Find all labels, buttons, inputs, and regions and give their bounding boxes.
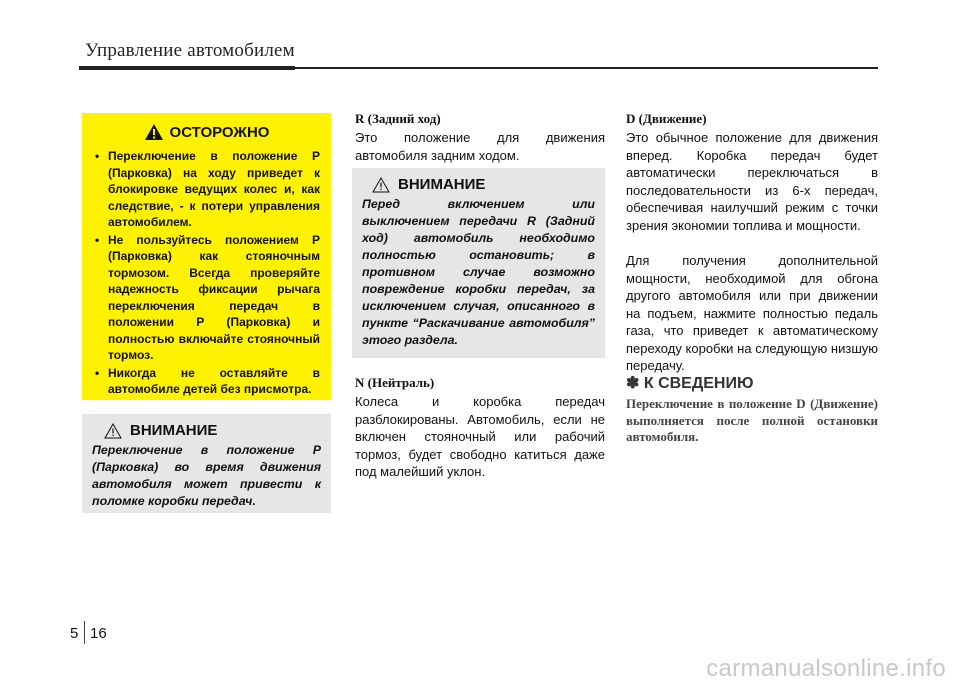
- note-text: Переключение в положение D (Движение) выполняется после полной остановки автомобиля.: [626, 396, 878, 444]
- drive-text-extra: Для получения дополнительной мощности, необходимой для обгона другого автомобиля или при движении на подъем, нажмите полностью педаль газа, что приведет к автоматическому переходу коробки на следующую низшую передачу.: [626, 253, 878, 373]
- warning-triangle-filled-icon: [144, 123, 164, 141]
- drive-text: Это обычное положение для движения вперед. Коробка передач будет автоматически переключаться в последовательности из 6-х передач, обеспечивая наилучший режим с точки зрения экономии топлива и мощности.: [626, 130, 878, 233]
- caution-title: ВНИМАНИЕ: [398, 176, 486, 193]
- caution-title: ВНИМАНИЕ: [130, 422, 218, 439]
- caution-title-row: [104, 422, 321, 439]
- danger-item: • Переключение в положение Р (Парковка) на ходу приведет к блокировке ведущих колес и, как следствие, - к потери управления автомобилем.: [93, 148, 320, 231]
- warning-triangle-outline-icon: [372, 177, 390, 193]
- danger-box: [82, 113, 331, 400]
- header-rule: [79, 66, 295, 70]
- note-heading: ✽ К СВЕДЕНИЮ: [626, 375, 754, 392]
- page-header-title: Управление автомобилем: [85, 40, 295, 61]
- reverse-heading: R (Задний ход): [355, 111, 441, 126]
- drive-heading: D (Движение): [626, 111, 707, 126]
- neutral-text: Колеса и коробка передач разблокированы. Автомобиль, если не включен стояночный или рабочий тормоз, будет свободно катиться даже под малейший уклон.: [355, 394, 605, 479]
- warning-triangle-outline-icon: [104, 423, 122, 439]
- page-number: 16: [90, 625, 107, 642]
- danger-list: [93, 148, 320, 398]
- danger-item: • Не пользуйтесь положением Р (Парковка) как стояночным тормозом. Всегда проверяйте надежность фиксации рычага переключения передач в положении Р (Парковка) и полностью включайте стояночный тормоз.: [93, 232, 320, 364]
- caution-text: Перед включением или выключением передачи R (Задний ход) автомобиль необходимо полностью остановить; в противном случае возможно повреждение коробки передач, за исключением случая, описанного в пункте “Раскачивание автомобиля” этого раздела.: [362, 197, 595, 347]
- header-rule: [295, 67, 878, 69]
- watermark-text: carmanualsonline.info: [706, 655, 946, 682]
- caution-text: Переключение в положение Р (Парковка) во время движения автомобиля может привести к поломке коробки передач.: [92, 443, 321, 508]
- section-number: 5: [70, 625, 79, 642]
- danger-title-row: [93, 123, 320, 141]
- caution-box-park: [82, 414, 331, 513]
- caution-box-reverse: [352, 168, 605, 358]
- danger-title: ОСТОРОЖНО: [169, 123, 270, 141]
- reverse-text: Это положение для движения автомобиля задним ходом.: [355, 130, 605, 163]
- danger-item: • Никогда не оставляйте в автомобиле детей без присмотра.: [93, 365, 320, 398]
- caution-title-row: [372, 176, 595, 193]
- page-number-divider: [84, 621, 85, 644]
- neutral-heading: N (Нейтраль): [355, 375, 435, 390]
